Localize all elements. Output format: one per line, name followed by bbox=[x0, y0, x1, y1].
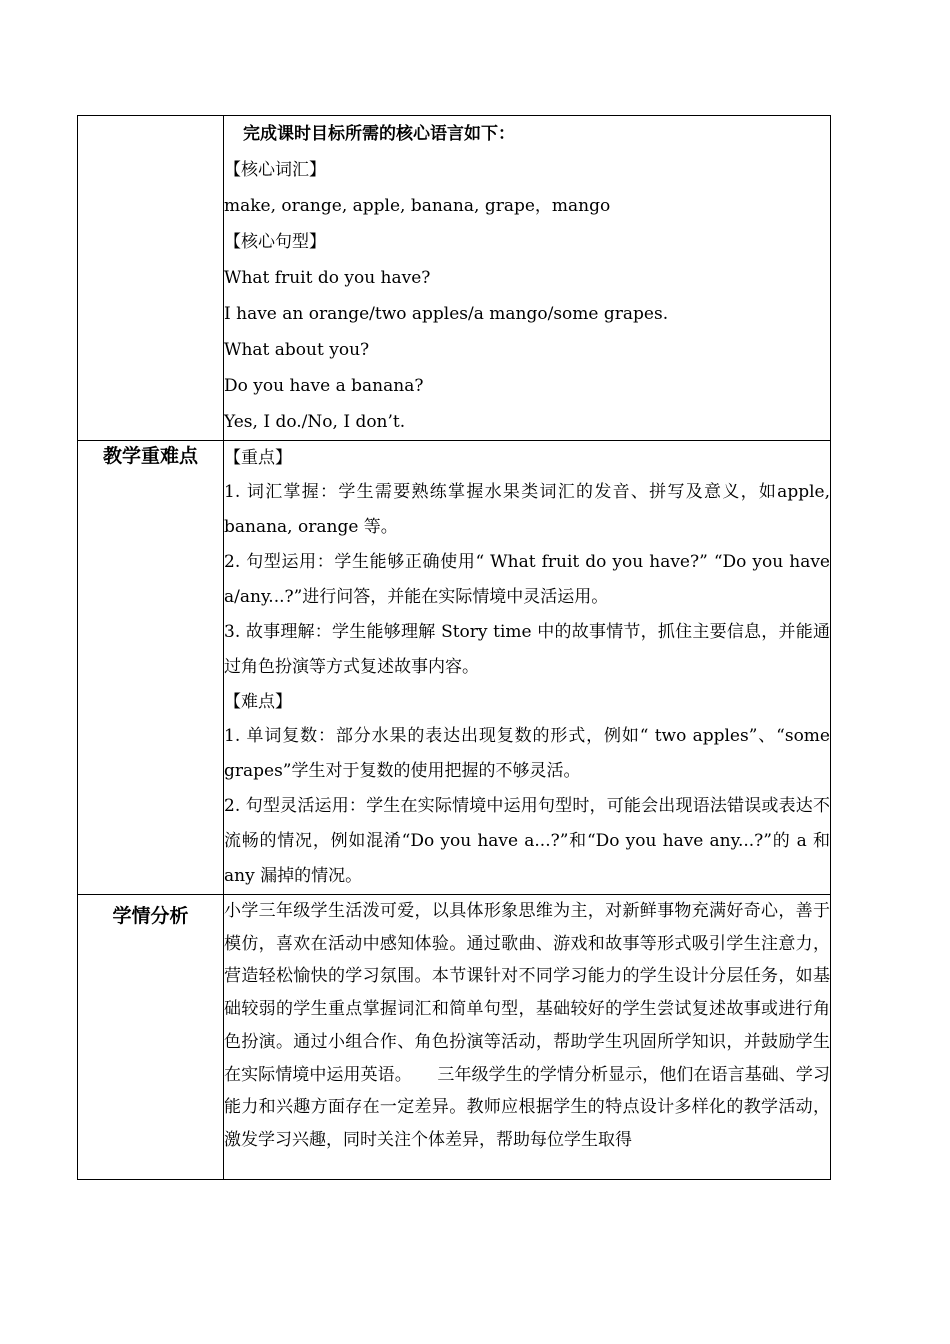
student-analysis-label-cell bbox=[78, 895, 224, 1180]
focus-item: 2. 句型运用：学生能够正确使用“ What fruit do you have?” “Do you have a/any...?”进行问答，并能在实际情境中灵活运用。 bbox=[224, 552, 830, 607]
difficulty-item: 1. 单词复数：部分水果的表达出现复数的形式，例如“ two apples”、“some grapes”学生对于复数的使用把握的不够灵活。 bbox=[224, 726, 830, 781]
sentence-pattern: What about you? bbox=[224, 340, 370, 360]
key-points-label: 教学重难点 bbox=[102, 445, 198, 467]
key-points-row bbox=[78, 441, 831, 895]
core-language-intro: 完成课时目标所需的核心语言如下： bbox=[243, 124, 515, 144]
sentence-pattern: What fruit do you have? bbox=[224, 268, 431, 288]
vocab-heading: 【核心词汇】 bbox=[224, 160, 326, 180]
difficulty-heading: 【难点】 bbox=[224, 692, 292, 712]
student-analysis-row bbox=[78, 895, 831, 1180]
core-language-row bbox=[78, 116, 831, 441]
difficulty-item: 2. 句型灵活运用：学生在实际情境中运用句型时，可能会出现语法错误或表达不流畅的情况，例如混淆“Do you have a...?”和“Do you have any...?”的 a 和 any 漏掉的情况。 bbox=[224, 796, 830, 886]
core-language-label-cell bbox=[78, 116, 224, 441]
student-analysis-label: 学情分析 bbox=[112, 905, 189, 927]
focus-item: 3. 故事理解：学生能够理解 Story time 中的故事情节，抓住主要信息，并能通过角色扮演等方式复述故事内容。 bbox=[224, 622, 830, 677]
focus-heading: 【重点】 bbox=[224, 448, 292, 468]
student-analysis-text: 小学三年级学生活泼可爱，以具体形象思维为主，对新鲜事物充满好奇心，善于模仿，喜欢在活动中感知体验。通过歌曲、游戏和故事等形式吸引学生注意力，营造轻松愉快的学习氛围。本节课针对不同学习能力的学生设计分层任务，如基础较弱的学生重点掌握词汇和简单句型，基础较好的学生尝试复述故事或进行角色扮演。通过小组合作、角色扮演等活动，帮助学生巩固所学知识，并鼓励学生在实际情境中运用英语。 三年级学生的学情分析显示，他们在语言基础、学习能力和兴趣方面存在一定差异。教师应根据学生的特点设计多样化的教学活动，激发学习兴趣，同时关注个体差异，帮助每位学生取得 bbox=[224, 901, 830, 1150]
core-language-cell bbox=[224, 116, 831, 441]
key-points-label-cell bbox=[78, 441, 224, 895]
lesson-plan-table bbox=[77, 115, 831, 1180]
sentence-heading: 【核心句型】 bbox=[224, 232, 326, 252]
vocab-list: make, orange, apple, banana, grape，mango bbox=[224, 196, 611, 216]
sentence-pattern: I have an orange/two apples/a mango/some grapes. bbox=[224, 304, 669, 324]
sentence-pattern: Yes, I do./No, I don’t. bbox=[224, 412, 406, 432]
student-analysis-cell bbox=[224, 895, 831, 1180]
sentence-pattern: Do you have a banana? bbox=[224, 376, 424, 396]
focus-item: 1. 词汇掌握：学生需要熟练掌握水果类词汇的发音、拼写及意义，如apple, banana, orange 等。 bbox=[224, 482, 830, 537]
key-points-cell bbox=[224, 441, 831, 895]
